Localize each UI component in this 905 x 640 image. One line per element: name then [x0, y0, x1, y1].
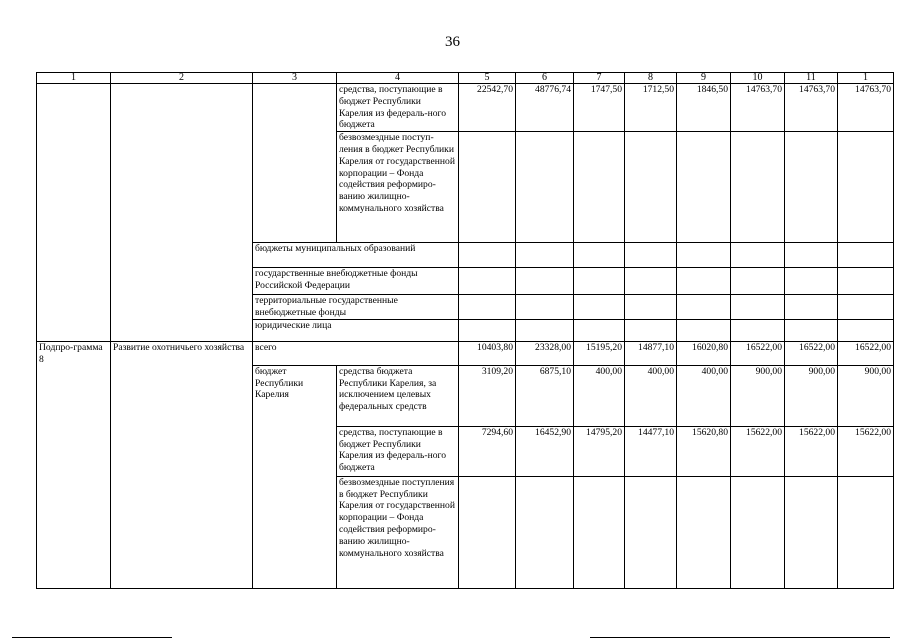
value-cell: 900,00 — [731, 365, 785, 426]
subprogram-name: Развитие охотничьего хозяйства — [111, 341, 253, 588]
table-row — [37, 341, 894, 365]
value-cell — [785, 268, 838, 295]
budget-label: бюджет Республики Карелия — [253, 365, 337, 588]
value-cell — [574, 295, 625, 320]
header-cell: 8 — [625, 73, 677, 84]
total-label: всего — [253, 341, 459, 365]
source-label: средства, поступающие в бюджет Республики Карелия из федераль-ного бюджета — [337, 426, 459, 476]
value-cell — [838, 319, 894, 341]
value-cell — [785, 243, 838, 268]
value-cell: 7294,60 — [459, 426, 516, 476]
subprogram-code: Подпро-грамма 8 — [37, 341, 111, 588]
page-number: 36 — [445, 34, 460, 50]
value-cell: 14795,20 — [574, 426, 625, 476]
scan-edge-line — [12, 637, 172, 638]
value-cell: 10403,80 — [459, 341, 516, 365]
value-cell — [574, 132, 625, 243]
value-cell — [838, 476, 894, 588]
value-cell: 22542,70 — [459, 84, 516, 132]
value-cell — [574, 319, 625, 341]
table-row — [37, 319, 894, 341]
value-cell: 400,00 — [574, 365, 625, 426]
empty-cell — [37, 268, 111, 295]
source-label: средства бюджета Республики Карелия, за исключением целевых федеральных средств — [337, 365, 459, 426]
empty-cell — [111, 84, 253, 132]
value-cell — [459, 243, 516, 268]
source-label: территориальные государственные внебюджетные фонды — [253, 295, 459, 320]
header-cell: 7 — [574, 73, 625, 84]
table-row — [37, 243, 894, 268]
value-cell — [625, 132, 677, 243]
value-cell — [785, 476, 838, 588]
value-cell — [516, 268, 574, 295]
value-cell: 15622,00 — [785, 426, 838, 476]
value-cell: 14477,10 — [625, 426, 677, 476]
value-cell: 14763,70 — [785, 84, 838, 132]
value-cell — [677, 243, 731, 268]
value-cell — [574, 268, 625, 295]
header-cell: 10 — [731, 73, 785, 84]
value-cell: 16522,00 — [785, 341, 838, 365]
table-row — [37, 132, 894, 243]
value-cell — [677, 132, 731, 243]
header-cell: 5 — [459, 73, 516, 84]
value-cell — [516, 243, 574, 268]
value-cell — [516, 295, 574, 320]
value-cell — [731, 132, 785, 243]
value-cell: 14763,70 — [731, 84, 785, 132]
value-cell — [785, 295, 838, 320]
value-cell — [731, 295, 785, 320]
table-row — [37, 84, 894, 132]
value-cell — [625, 476, 677, 588]
value-cell — [625, 295, 677, 320]
source-label: безвозмездные поступления в бюджет Республики Карелия от государственной корпорации – Фонда содействия реформиро-ванию жилищно-коммунального хозяйства — [337, 476, 459, 588]
value-cell — [677, 319, 731, 341]
value-cell — [516, 319, 574, 341]
value-cell: 15195,20 — [574, 341, 625, 365]
value-cell — [731, 243, 785, 268]
value-cell — [677, 268, 731, 295]
value-cell: 400,00 — [625, 365, 677, 426]
value-cell: 15620,80 — [677, 426, 731, 476]
value-cell — [459, 476, 516, 588]
source-label: бюджеты муниципальных образований — [253, 243, 459, 268]
value-cell: 1712,50 — [625, 84, 677, 132]
empty-cell — [37, 243, 111, 268]
value-cell: 16452,90 — [516, 426, 574, 476]
value-cell — [838, 132, 894, 243]
empty-cell — [37, 319, 111, 341]
header-cell: 4 — [337, 73, 459, 84]
value-cell — [731, 319, 785, 341]
header-cell: 3 — [253, 73, 337, 84]
value-cell: 48776,74 — [516, 84, 574, 132]
value-cell — [574, 243, 625, 268]
value-cell — [838, 268, 894, 295]
value-cell — [574, 476, 625, 588]
value-cell: 400,00 — [677, 365, 731, 426]
source-label: средства, поступающие в бюджет Республики Карелия из федераль-ного бюджета — [337, 84, 459, 132]
table-row — [37, 268, 894, 295]
value-cell — [625, 243, 677, 268]
value-cell: 6875,10 — [516, 365, 574, 426]
value-cell — [459, 295, 516, 320]
header-cell: 6 — [516, 73, 574, 84]
empty-cell — [111, 243, 253, 268]
value-cell: 900,00 — [838, 365, 894, 426]
header-cell: 9 — [677, 73, 731, 84]
value-cell — [785, 132, 838, 243]
header-row — [37, 73, 894, 84]
value-cell — [677, 476, 731, 588]
value-cell — [459, 268, 516, 295]
source-label: безвозмездные поступ-ления в бюджет Республики Карелия от государственной корпорации – Фонда содействия реформиро-ванию жилищно-коммунального хозяйства — [337, 132, 459, 243]
value-cell: 16522,00 — [838, 341, 894, 365]
empty-cell — [37, 295, 111, 320]
value-cell — [516, 132, 574, 243]
empty-cell — [111, 319, 253, 341]
value-cell: 14877,10 — [625, 341, 677, 365]
value-cell: 15622,00 — [731, 426, 785, 476]
source-label: государственные внебюджетные фонды Российской Федерации — [253, 268, 459, 295]
value-cell — [677, 295, 731, 320]
value-cell — [459, 319, 516, 341]
value-cell: 15622,00 — [838, 426, 894, 476]
value-cell: 1846,50 — [677, 84, 731, 132]
empty-cell — [37, 84, 111, 132]
empty-cell — [253, 84, 337, 132]
value-cell — [785, 319, 838, 341]
header-cell: 2 — [111, 73, 253, 84]
value-cell — [516, 476, 574, 588]
value-cell: 1747,50 — [574, 84, 625, 132]
empty-cell — [253, 132, 337, 243]
value-cell: 23328,00 — [516, 341, 574, 365]
value-cell: 16020,80 — [677, 341, 731, 365]
value-cell — [838, 243, 894, 268]
value-cell — [625, 268, 677, 295]
value-cell — [731, 268, 785, 295]
value-cell: 16522,00 — [731, 341, 785, 365]
empty-cell — [111, 132, 253, 243]
value-cell: 900,00 — [785, 365, 838, 426]
value-cell — [459, 132, 516, 243]
empty-cell — [111, 268, 253, 295]
scan-edge-line — [590, 637, 890, 638]
value-cell: 3109,20 — [459, 365, 516, 426]
header-cell: 11 — [785, 73, 838, 84]
header-cell: 1 — [37, 73, 111, 84]
value-cell: 14763,70 — [838, 84, 894, 132]
value-cell — [838, 295, 894, 320]
empty-cell — [37, 132, 111, 243]
value-cell — [731, 476, 785, 588]
budget-table — [36, 72, 894, 589]
value-cell — [625, 319, 677, 341]
header-cell: 1 — [838, 73, 894, 84]
table-row — [37, 295, 894, 320]
source-label: юридические лица — [253, 319, 459, 341]
empty-cell — [111, 295, 253, 320]
